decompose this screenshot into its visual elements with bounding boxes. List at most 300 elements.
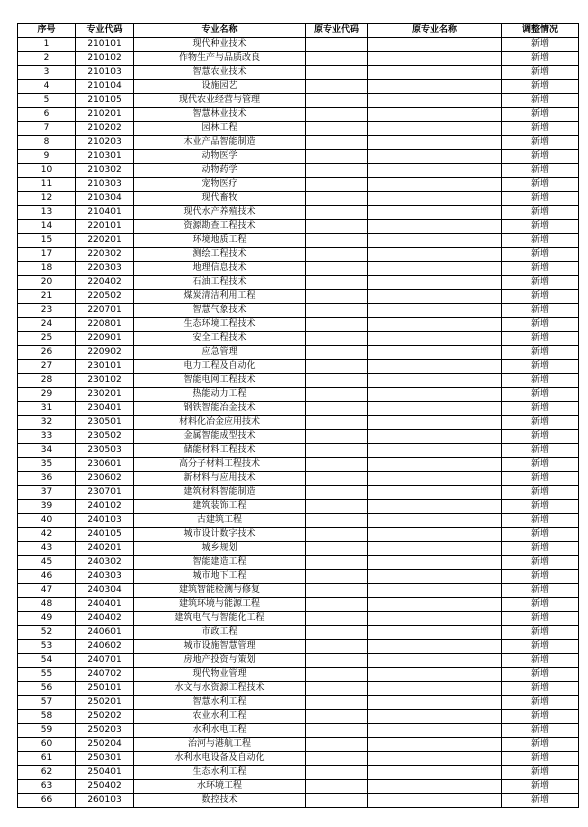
row-old-name [368,276,502,290]
row-seq: 23 [18,304,76,318]
row-status: 新增 [502,108,579,122]
row-old-name [368,192,502,206]
table-row [18,122,579,136]
row-old-name [368,696,502,710]
row-old-name [368,248,502,262]
table-row [18,220,579,234]
row-seq: 11 [18,178,76,192]
row-code: 210103 [76,66,134,80]
row-old-name [368,682,502,696]
row-seq: 43 [18,542,76,556]
row-status: 新增 [502,780,579,794]
row-status: 新增 [502,150,579,164]
row-status: 新增 [502,402,579,416]
row-old-name [368,234,502,248]
row-code: 210401 [76,206,134,220]
row-seq: 14 [18,220,76,234]
row-name: 新材料与应用技术 [134,472,306,486]
row-old-name [368,556,502,570]
row-name: 治河与港航工程 [134,738,306,752]
row-old-name [368,220,502,234]
row-code: 220201 [76,234,134,248]
row-old-code [306,206,368,220]
row-seq: 17 [18,248,76,262]
row-old-code [306,178,368,192]
row-name: 现代畜牧 [134,192,306,206]
header-status: 调整情况 [502,24,579,38]
row-status: 新增 [502,262,579,276]
row-code: 230701 [76,486,134,500]
row-old-code [306,458,368,472]
row-old-name [368,332,502,346]
table-row [18,234,579,248]
row-old-code [306,542,368,556]
row-status: 新增 [502,458,579,472]
row-status: 新增 [502,640,579,654]
table-row [18,654,579,668]
header-name: 专业名称 [134,24,306,38]
row-status: 新增 [502,234,579,248]
row-old-name [368,570,502,584]
row-old-code [306,290,368,304]
row-old-name [368,388,502,402]
row-name: 智慧农业技术 [134,66,306,80]
table-row [18,640,579,654]
row-code: 240402 [76,612,134,626]
row-old-name [368,80,502,94]
row-name: 材料化冶金应用技术 [134,416,306,430]
row-status: 新增 [502,304,579,318]
table-row [18,80,579,94]
major-table [17,23,579,808]
row-code: 240701 [76,654,134,668]
row-old-code [306,94,368,108]
row-old-code [306,346,368,360]
row-code: 220302 [76,248,134,262]
row-old-name [368,94,502,108]
row-code: 250203 [76,724,134,738]
table-row [18,570,579,584]
row-code: 210203 [76,136,134,150]
row-status: 新增 [502,766,579,780]
row-status: 新增 [502,38,579,52]
row-old-code [306,710,368,724]
row-seq: 1 [18,38,76,52]
table-row [18,458,579,472]
row-code: 210202 [76,122,134,136]
row-status: 新增 [502,192,579,206]
table-row [18,262,579,276]
row-old-name [368,416,502,430]
row-code: 260103 [76,794,134,808]
row-status: 新增 [502,500,579,514]
row-seq: 55 [18,668,76,682]
row-old-name [368,136,502,150]
table-row [18,66,579,80]
table-row [18,94,579,108]
row-old-name [368,346,502,360]
table-row [18,710,579,724]
table-row [18,780,579,794]
row-seq: 62 [18,766,76,780]
table-header-row [18,24,579,38]
row-old-code [306,52,368,66]
row-old-code [306,38,368,52]
row-status: 新增 [502,486,579,500]
table-row [18,696,579,710]
row-name: 木业产品智能制造 [134,136,306,150]
row-old-name [368,640,502,654]
row-status: 新增 [502,752,579,766]
row-old-name [368,528,502,542]
row-code: 240401 [76,598,134,612]
row-name: 钢铁智能冶金技术 [134,402,306,416]
row-old-name [368,752,502,766]
table-row [18,290,579,304]
table-row [18,584,579,598]
row-status: 新增 [502,444,579,458]
row-name: 现代水产养殖技术 [134,206,306,220]
row-status: 新增 [502,598,579,612]
row-old-name [368,150,502,164]
table-row [18,108,579,122]
row-code: 250301 [76,752,134,766]
row-old-code [306,640,368,654]
table-row [18,416,579,430]
row-name: 地理信息技术 [134,262,306,276]
row-status: 新增 [502,164,579,178]
row-old-name [368,668,502,682]
row-name: 智慧气象技术 [134,304,306,318]
row-old-name [368,38,502,52]
row-old-name [368,472,502,486]
row-seq: 42 [18,528,76,542]
header-old-name: 原专业名称 [368,24,502,38]
row-old-name [368,612,502,626]
table-row [18,178,579,192]
table-row [18,724,579,738]
row-name: 智能电网工程技术 [134,374,306,388]
row-code: 240702 [76,668,134,682]
row-old-name [368,122,502,136]
row-status: 新增 [502,514,579,528]
row-code: 240303 [76,570,134,584]
row-seq: 27 [18,360,76,374]
row-name: 宠物医疗 [134,178,306,192]
row-seq: 60 [18,738,76,752]
row-old-name [368,654,502,668]
row-status: 新增 [502,542,579,556]
row-name: 园林工程 [134,122,306,136]
row-seq: 5 [18,94,76,108]
table-row [18,360,579,374]
row-old-code [306,430,368,444]
row-code: 230503 [76,444,134,458]
row-name: 现代农业经营与管理 [134,94,306,108]
row-old-code [306,262,368,276]
row-code: 210304 [76,192,134,206]
row-name: 应急管理 [134,346,306,360]
header-seq: 序号 [18,24,76,38]
row-old-code [306,374,368,388]
row-code: 230501 [76,416,134,430]
row-status: 新增 [502,290,579,304]
row-status: 新增 [502,318,579,332]
row-status: 新增 [502,122,579,136]
table-row [18,794,579,808]
row-name: 建筑智能检测与修复 [134,584,306,598]
row-seq: 3 [18,66,76,80]
row-old-name [368,430,502,444]
row-old-code [306,794,368,808]
row-seq: 32 [18,416,76,430]
row-seq: 24 [18,318,76,332]
row-status: 新增 [502,472,579,486]
row-seq: 10 [18,164,76,178]
row-seq: 45 [18,556,76,570]
table-row [18,766,579,780]
row-seq: 37 [18,486,76,500]
row-code: 210201 [76,108,134,122]
row-old-code [306,472,368,486]
row-old-code [306,780,368,794]
row-name: 数控技术 [134,794,306,808]
table-row [18,528,579,542]
row-old-code [306,696,368,710]
row-code: 210101 [76,38,134,52]
row-name: 煤炭清洁利用工程 [134,290,306,304]
row-status: 新增 [502,710,579,724]
row-seq: 56 [18,682,76,696]
row-name: 智慧林业技术 [134,108,306,122]
row-name: 金属智能成型技术 [134,430,306,444]
row-old-code [306,682,368,696]
table-row [18,542,579,556]
row-code: 220303 [76,262,134,276]
row-old-code [306,654,368,668]
row-old-name [368,164,502,178]
row-status: 新增 [502,612,579,626]
row-old-name [368,738,502,752]
row-seq: 29 [18,388,76,402]
row-old-name [368,458,502,472]
row-status: 新增 [502,178,579,192]
row-status: 新增 [502,668,579,682]
row-seq: 39 [18,500,76,514]
row-old-name [368,178,502,192]
row-name: 智能建造工程 [134,556,306,570]
row-code: 210105 [76,94,134,108]
row-status: 新增 [502,374,579,388]
row-status: 新增 [502,654,579,668]
row-status: 新增 [502,584,579,598]
table-row [18,444,579,458]
row-seq: 52 [18,626,76,640]
table-row [18,374,579,388]
row-name: 城乡规划 [134,542,306,556]
row-name: 城市地下工程 [134,570,306,584]
row-seq: 31 [18,402,76,416]
row-code: 250402 [76,780,134,794]
table-row [18,402,579,416]
row-code: 240602 [76,640,134,654]
row-old-name [368,360,502,374]
row-code: 230502 [76,430,134,444]
row-old-name [368,66,502,80]
row-old-name [368,52,502,66]
table-row [18,206,579,220]
row-code: 230602 [76,472,134,486]
row-status: 新增 [502,66,579,80]
row-old-code [306,234,368,248]
row-old-name [368,794,502,808]
document-page [17,23,579,808]
row-code: 210303 [76,178,134,192]
row-old-code [306,752,368,766]
row-seq: 59 [18,724,76,738]
table-row [18,318,579,332]
row-name: 城市设施智慧管理 [134,640,306,654]
row-name: 石油工程技术 [134,276,306,290]
row-code: 220801 [76,318,134,332]
row-old-name [368,374,502,388]
row-name: 水利水电工程 [134,724,306,738]
row-seq: 25 [18,332,76,346]
row-name: 生态水利工程 [134,766,306,780]
row-name: 城市设计数字技术 [134,528,306,542]
row-seq: 21 [18,290,76,304]
row-seq: 54 [18,654,76,668]
table-row [18,248,579,262]
row-seq: 34 [18,444,76,458]
row-seq: 13 [18,206,76,220]
row-seq: 47 [18,584,76,598]
table-row [18,276,579,290]
table-row [18,738,579,752]
row-old-code [306,528,368,542]
row-status: 新增 [502,94,579,108]
row-name: 水利水电设备及自动化 [134,752,306,766]
row-name: 水环境工程 [134,780,306,794]
row-name: 测绘工程技术 [134,248,306,262]
row-old-name [368,290,502,304]
table-row [18,500,579,514]
row-old-name [368,542,502,556]
row-old-code [306,416,368,430]
table-row [18,430,579,444]
row-status: 新增 [502,80,579,94]
row-code: 210104 [76,80,134,94]
row-name: 资源勘查工程技术 [134,220,306,234]
row-status: 新增 [502,346,579,360]
row-name: 动物医学 [134,150,306,164]
row-status: 新增 [502,136,579,150]
row-old-code [306,318,368,332]
row-name: 建筑电气与智能化工程 [134,612,306,626]
row-seq: 66 [18,794,76,808]
row-old-code [306,584,368,598]
row-status: 新增 [502,248,579,262]
row-seq: 28 [18,374,76,388]
row-code: 220701 [76,304,134,318]
row-seq: 63 [18,780,76,794]
row-status: 新增 [502,52,579,66]
row-code: 220402 [76,276,134,290]
row-old-code [306,360,368,374]
table-row [18,150,579,164]
row-old-code [306,248,368,262]
row-old-name [368,444,502,458]
row-name: 房地产投资与策划 [134,654,306,668]
row-old-name [368,206,502,220]
row-seq: 18 [18,262,76,276]
row-old-code [306,570,368,584]
row-status: 新增 [502,738,579,752]
row-code: 240201 [76,542,134,556]
row-seq: 46 [18,570,76,584]
row-old-code [306,150,368,164]
row-seq: 26 [18,346,76,360]
row-name: 水文与水资源工程技术 [134,682,306,696]
row-name: 环境地质工程 [134,234,306,248]
table-row [18,388,579,402]
header-code: 专业代码 [76,24,134,38]
row-old-name [368,766,502,780]
row-name: 建筑材料智能制造 [134,486,306,500]
row-name: 动物药学 [134,164,306,178]
row-code: 250401 [76,766,134,780]
row-code: 240302 [76,556,134,570]
table-row [18,38,579,52]
row-seq: 57 [18,696,76,710]
row-name: 市政工程 [134,626,306,640]
row-status: 新增 [502,570,579,584]
row-seq: 48 [18,598,76,612]
row-old-name [368,598,502,612]
row-code: 240102 [76,500,134,514]
row-code: 230102 [76,374,134,388]
row-status: 新增 [502,388,579,402]
row-name: 现代物业管理 [134,668,306,682]
row-name: 安全工程技术 [134,332,306,346]
row-seq: 58 [18,710,76,724]
row-old-code [306,556,368,570]
row-old-name [368,304,502,318]
row-old-code [306,500,368,514]
row-status: 新增 [502,332,579,346]
row-seq: 35 [18,458,76,472]
row-old-code [306,444,368,458]
row-seq: 61 [18,752,76,766]
row-old-code [306,738,368,752]
row-old-code [306,388,368,402]
row-code: 250204 [76,738,134,752]
row-status: 新增 [502,724,579,738]
row-code: 220101 [76,220,134,234]
table-row [18,612,579,626]
row-code: 210302 [76,164,134,178]
row-seq: 40 [18,514,76,528]
row-code: 240601 [76,626,134,640]
row-name: 农业水利工程 [134,710,306,724]
table-row [18,192,579,206]
row-code: 210301 [76,150,134,164]
row-name: 热能动力工程 [134,388,306,402]
table-row [18,682,579,696]
row-old-name [368,514,502,528]
row-seq: 12 [18,192,76,206]
row-old-code [306,626,368,640]
